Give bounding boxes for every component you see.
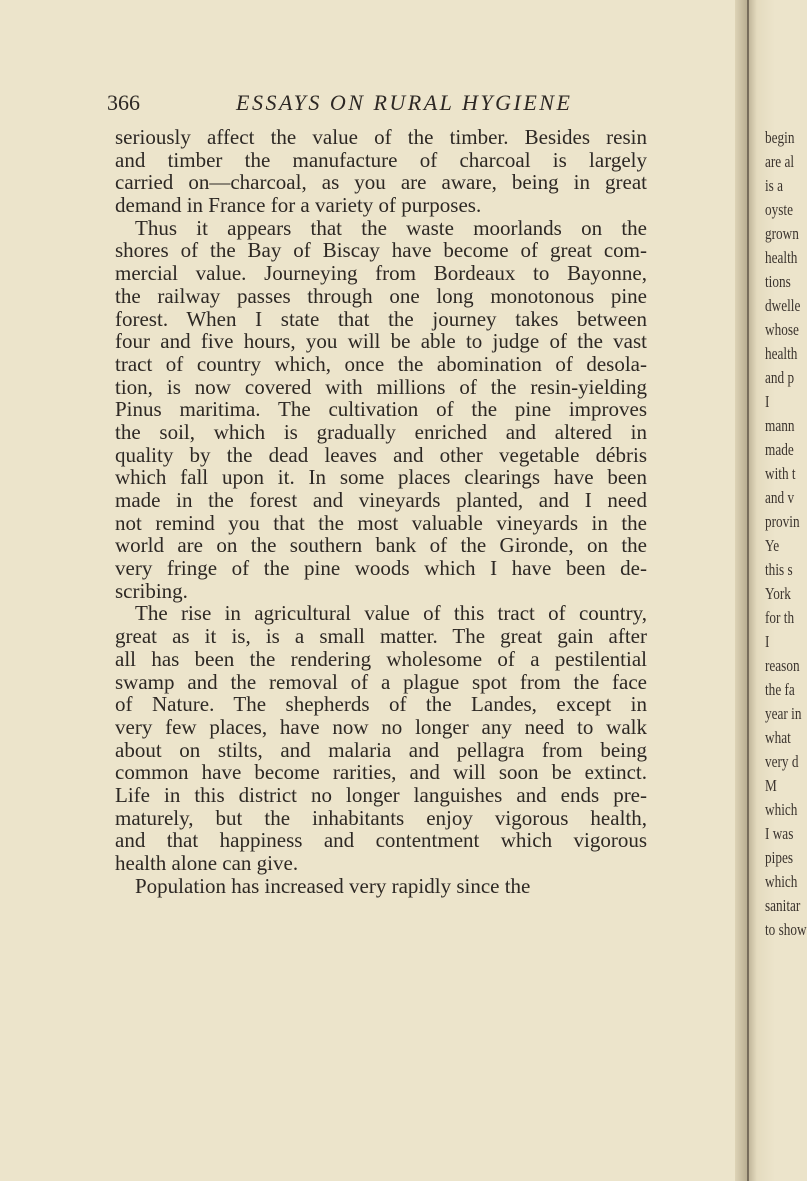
- margin-fragment: begin: [765, 128, 795, 147]
- text-line: and timber the manufacture of charcoal is largely: [115, 147, 647, 172]
- text-line: Life in this district no longer languishes and ends pre-: [115, 782, 647, 807]
- margin-fragment: year in: [765, 704, 802, 723]
- text-line: and that happiness and contentment which vigorous: [115, 828, 647, 853]
- text-line: health alone can give.: [115, 851, 299, 875]
- text-line: Thus it appears that the waste moorlands on the: [135, 215, 647, 240]
- text-line: Population has increased very rapidly since the: [135, 873, 531, 898]
- margin-fragment: is a: [765, 176, 784, 195]
- margin-fragment: and p: [765, 368, 795, 387]
- margin-fragment: what: [765, 728, 791, 747]
- text-line: The rise in agricultural value of this tract of country,: [135, 601, 647, 626]
- text-line: the soil, which is gradually enriched and altered in: [115, 419, 647, 444]
- margin-fragment: oyste: [765, 200, 793, 219]
- margin-fragment: I: [765, 632, 770, 651]
- text-line: of Nature. The shepherds of the Landes, except in: [115, 692, 647, 717]
- margin-fragment: dwelle: [765, 296, 801, 315]
- text-line: very few places, have now no longer any need to walk: [115, 714, 647, 739]
- margin-fragment: which: [765, 800, 798, 819]
- page-number: 366: [107, 90, 140, 115]
- text-line: tion, is now covered with millions of the resin-yielding: [115, 374, 647, 399]
- text-line: maturely, but the inhabitants enjoy vigorous health,: [115, 805, 647, 830]
- margin-fragment: I: [765, 392, 770, 411]
- text-line: quality by the dead leaves and other vegetable débris: [115, 442, 647, 467]
- text-line: common have become rarities, and will soon be extinct.: [115, 760, 647, 785]
- margin-fragment: and v: [765, 488, 795, 507]
- text-line: mercial value. Journeying from Bordeaux to Bayonne,: [115, 261, 647, 286]
- text-line: carried on—charcoal, as you are aware, being in great: [115, 170, 647, 195]
- text-line: not remind you that the most valuable vineyards in the: [115, 510, 647, 535]
- text-line: which fall upon it. In some places clearings have been: [115, 465, 647, 490]
- margin-fragment: provin: [765, 512, 800, 531]
- text-line: tract of country which, once the abomination of desola-: [115, 351, 647, 376]
- running-title: ESSAYS ON RURAL HYGIENE: [236, 90, 573, 115]
- margin-fragment: sanitar: [765, 896, 801, 915]
- text-line: made in the forest and vineyards planted, and I need: [115, 488, 647, 512]
- text-line: world are on the southern bank of the Gironde, on the: [115, 533, 647, 558]
- page-fold-divider: [747, 0, 749, 1181]
- text-line: swamp and the removal of a plague spot from the face: [115, 669, 647, 694]
- margin-fragment: York: [765, 584, 791, 603]
- margin-fragment: health: [765, 248, 798, 267]
- margin-fragment: with t: [765, 464, 796, 483]
- margin-fragment: to show: [765, 920, 807, 939]
- text-line: Pinus maritima. The cultivation of the pine improves: [115, 397, 647, 422]
- margin-fragment: grown: [765, 224, 799, 243]
- text-line: shores of the Bay of Biscay have become of great com-: [115, 238, 647, 263]
- margin-fragment: I was: [765, 824, 794, 843]
- page-header: [107, 90, 647, 120]
- margin-fragment: tions: [765, 272, 791, 291]
- text-line: very fringe of the pine woods which I have been de-: [115, 556, 647, 581]
- margin-fragment: health: [765, 344, 798, 363]
- margin-fragment: the fa: [765, 680, 795, 699]
- margin-fragment: Ye: [765, 536, 780, 555]
- text-line: about on stilts, and malaria and pellagra from being: [115, 737, 647, 762]
- body-text: [115, 126, 647, 897]
- margin-fragment: M: [765, 776, 777, 795]
- margin-fragment: this s: [765, 560, 793, 579]
- text-line: seriously affect the value of the timber. Besides resin: [115, 125, 647, 149]
- text-line: the railway passes through one long monotonous pine: [115, 283, 647, 308]
- margin-fragment: are al: [765, 152, 795, 171]
- margin-fragment: mann: [765, 416, 795, 435]
- margin-fragment: very d: [765, 752, 799, 771]
- text-line: demand in France for a variety of purposes.: [115, 193, 482, 218]
- margin-fragment: for th: [765, 608, 795, 627]
- margin-fragment: whose: [765, 320, 799, 339]
- text-line: all has been the rendering wholesome of a pestilential: [115, 646, 647, 671]
- margin-fragment: pipes: [765, 848, 793, 867]
- text-line: four and five hours, you will be able to judge of the vast: [115, 329, 647, 354]
- text-line: great as it is, is a small matter. The great gain after: [115, 624, 647, 649]
- facing-page-edge: [735, 0, 807, 1181]
- text-line: forest. When I state that the journey takes between: [115, 306, 647, 331]
- margin-fragment: made: [765, 440, 794, 459]
- text-line: scribing.: [115, 578, 188, 603]
- margin-fragment: which: [765, 872, 798, 891]
- margin-fragment: reason: [765, 656, 800, 675]
